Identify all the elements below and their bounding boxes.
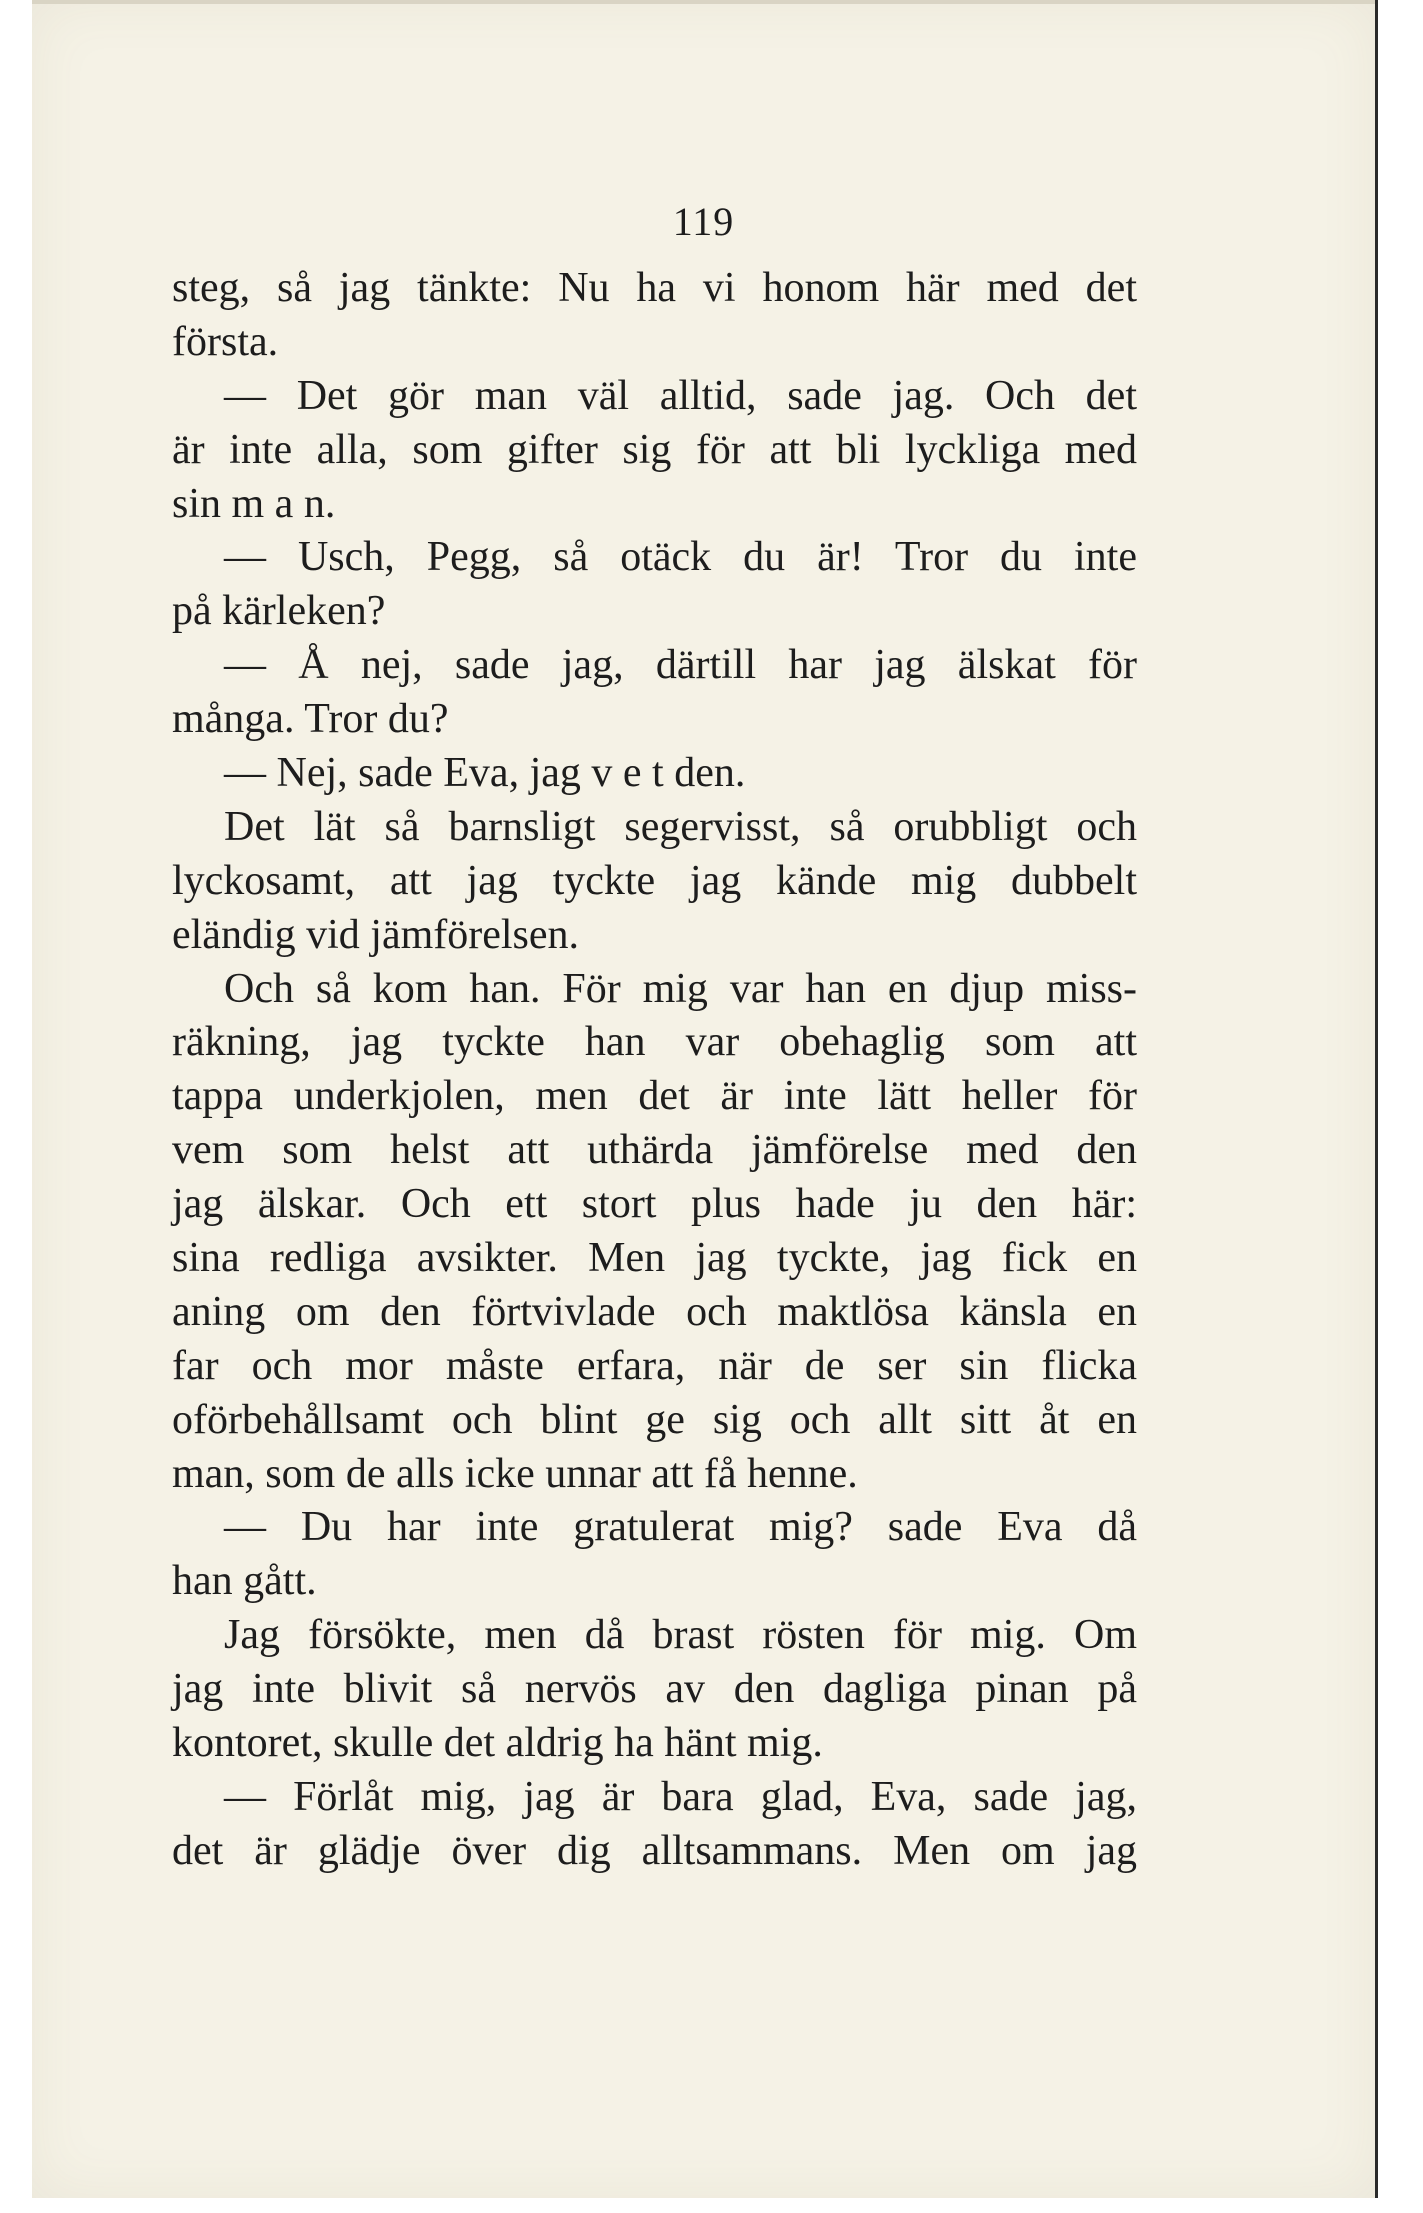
text-line: det är glädje över dig alltsammans. Men om jag — [172, 1827, 1137, 1874]
text-line: första. — [172, 318, 279, 365]
text-line: sina redliga avsikter. Men jag tyckte, jag fick en — [172, 1235, 1137, 1282]
text-line: far och mor måste erfara, när de ser sin flicka — [172, 1342, 1137, 1389]
text-line: eländig vid jämförelsen. — [172, 911, 580, 958]
text-line: kontoret, skulle det aldrig ha hänt mig. — [172, 1720, 823, 1767]
text-line: — Å nej, sade jag, därtill har jag älskat för — [224, 642, 1137, 689]
text-line: steg, så jag tänkte: Nu ha vi honom här med det — [172, 265, 1137, 311]
text-line: sin m a n. — [172, 480, 336, 527]
text-line: vem som helst att uthärda jämförelse med den — [172, 1127, 1137, 1174]
text-line: — Förlåt mig, jag är bara glad, Eva, sade jag, — [224, 1773, 1137, 1820]
text-line: jag inte blivit så nervös av den dagliga pinan på — [172, 1666, 1137, 1713]
text-line: man, som de alls icke unnar att få henne. — [172, 1450, 858, 1497]
text-line: aning om den förtvivlade och maktlösa känsla en — [172, 1288, 1137, 1335]
text-line: räkning, jag tyckte han var obehaglig som att — [172, 1019, 1137, 1066]
text-line: — Du har inte gratulerat mig? sade Eva då — [224, 1504, 1137, 1551]
text-line: på kärleken? — [172, 588, 386, 635]
page-top-edge — [32, 0, 1375, 4]
text-line: — Usch, Pegg, så otäck du är! Tror du inte — [224, 534, 1137, 581]
text-line: Det lät så barnsligt segervisst, så orubbligt och — [224, 803, 1137, 850]
text-line: är inte alla, som gifter sig för att bli lyckliga med — [172, 426, 1137, 473]
text-line: oförbehållsamt och blint ge sig och allt sitt åt en — [172, 1396, 1137, 1443]
text-line: Och så kom han. För mig var han en djup miss- — [224, 965, 1137, 1012]
text-line: lyckosamt, att jag tyckte jag kände mig dubbelt — [172, 857, 1137, 904]
text-line: tappa underkjolen, men det är inte lätt heller för — [172, 1073, 1137, 1120]
page-number: 119 — [672, 199, 735, 244]
text-line: — Det gör man väl alltid, sade jag. Och det — [224, 372, 1137, 419]
text-line: många. Tror du? — [172, 696, 449, 743]
text-line: Jag försökte, men då brast rösten för mig. Om — [224, 1612, 1137, 1659]
book-page — [32, 0, 1378, 2198]
text-line: — Nej, sade Eva, jag v e t den. — [224, 750, 746, 797]
body-text — [172, 262, 1137, 1879]
text-line: jag älskar. Och ett stort plus hade ju den här: — [172, 1181, 1137, 1228]
text-line: han gått. — [172, 1558, 317, 1605]
